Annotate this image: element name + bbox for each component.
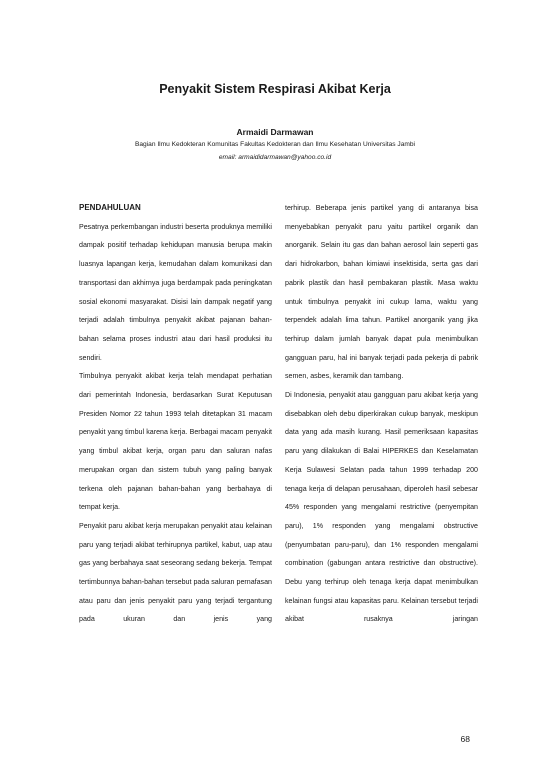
author-name: Armaidi Darmawan [236,127,314,137]
article-title: Penyakit Sistem Respirasi Akibat Kerja [159,82,391,96]
section-heading: PENDAHULUAN [79,203,141,212]
left-paragraph-3: Penyakit paru akibat kerja merupakan penyakit atau kelainan paru yang terjadi akibat terhirupnya partikel, kabut, uap atau gas yang berbahaya saat seseorang sedang bekerja. Tempat tertimbunnya bahan-bahan tersebut pada saluran pernafasan atau paru dan jenis penyakit paru yang terjadi tergantung pada ukuran dan jenis yang [79,521,272,624]
right-paragraph-2: Di Indonesia, penyakit atau gangguan paru akibat kerja yang disebabkan oleh debu diperkirakan cukup banyak, meskipun data yang ada masih kurang. Hasil pemeriksaan kapasitas paru yang dilakukan di Balai HIPERKES dan Keselamatan Kerja Sulawesi Selatan pada tahun 1999 terhadap 200 tenaga kerja di delapan perusahaan, diperoleh hasil sebesar 45% responden yang mengalami restrictive (penyempitan paru), 1% responden yang mengalami obstructive (penyumbatan paru-paru), dan 1% responden mengalami combination (gabungan antara restrictive dan obstructive). Debu yang terhirup oleh tenaga kerja dapat menimbulkan kelainan fungsi atau kapasitas paru. Kelainan tersebut terjadi akibat rusaknya jaringan [285,391,478,624]
left-paragraph-1: Pesatnya perkembangan industri beserta produknya memiliki dampak positif terhadap kehidupan manusia berupa makin luasnya lapangan kerja, kemudahan dalam komunikasi dan transportasi dan akhirnya juga berdampak pada peningkatan sosial ekonomi masyarakat. Disisi lain dampak negatif yang terjadi adalah timbulnya penyakit akibat pajanan bahan-bahan selama proses industri atau dari hasil produksi itu sendiri. [79,222,272,362]
left-column [79,199,272,629]
right-paragraph-1: terhirup. Beberapa jenis partikel yang di antaranya bisa menyebabkan penyakit paru yaitu partikel organik dan anorganik. Selain itu gas dan bahan aerosol lain seperti gas dari hidrokarbon, bahan kimiawi insektisida, serta gas dari pabrik plastik dan hasil pembakaran plastik. Masa waktu untuk timbulnya penyakit ini cukup lama, waktu yang terpendek adalah lima tahun. Partikel anorganik yang jika terhirup dalam jumlah banyak dapat pula menimbulkan gangguan paru, hal ini banyak terjadi pada pekerja di pabrik semen, asbes, keramik dan tambang. [285,204,478,381]
left-paragraph-2: Timbulnya penyakit akibat kerja telah mendapat perhatian dari pemerintah Indonesia, berdasarkan Surat Keputusan Presiden Nomor 22 tahun 1993 telah ditetapkan 31 macam penyakit yang timbul karena kerja. Berbagai macam penyakit yang timbul akibat kerja, organ paru dan saluran nafas merupakan organ dan sistem tubuh yang paling banyak terkena oleh pajanan bahan-bahan yang berbahaya di tempat kerja. [79,372,272,512]
right-column [285,199,478,629]
page-number: 68 [460,734,470,744]
author-email: email: armaidi​darmawan@yahoo.co.id [218,154,332,161]
author-affiliation: Bagian Ilmu Kedokteran Komunitas Fakultas Kedokteran dan Ilmu Kesehatan Universitas Jambi [134,141,416,148]
